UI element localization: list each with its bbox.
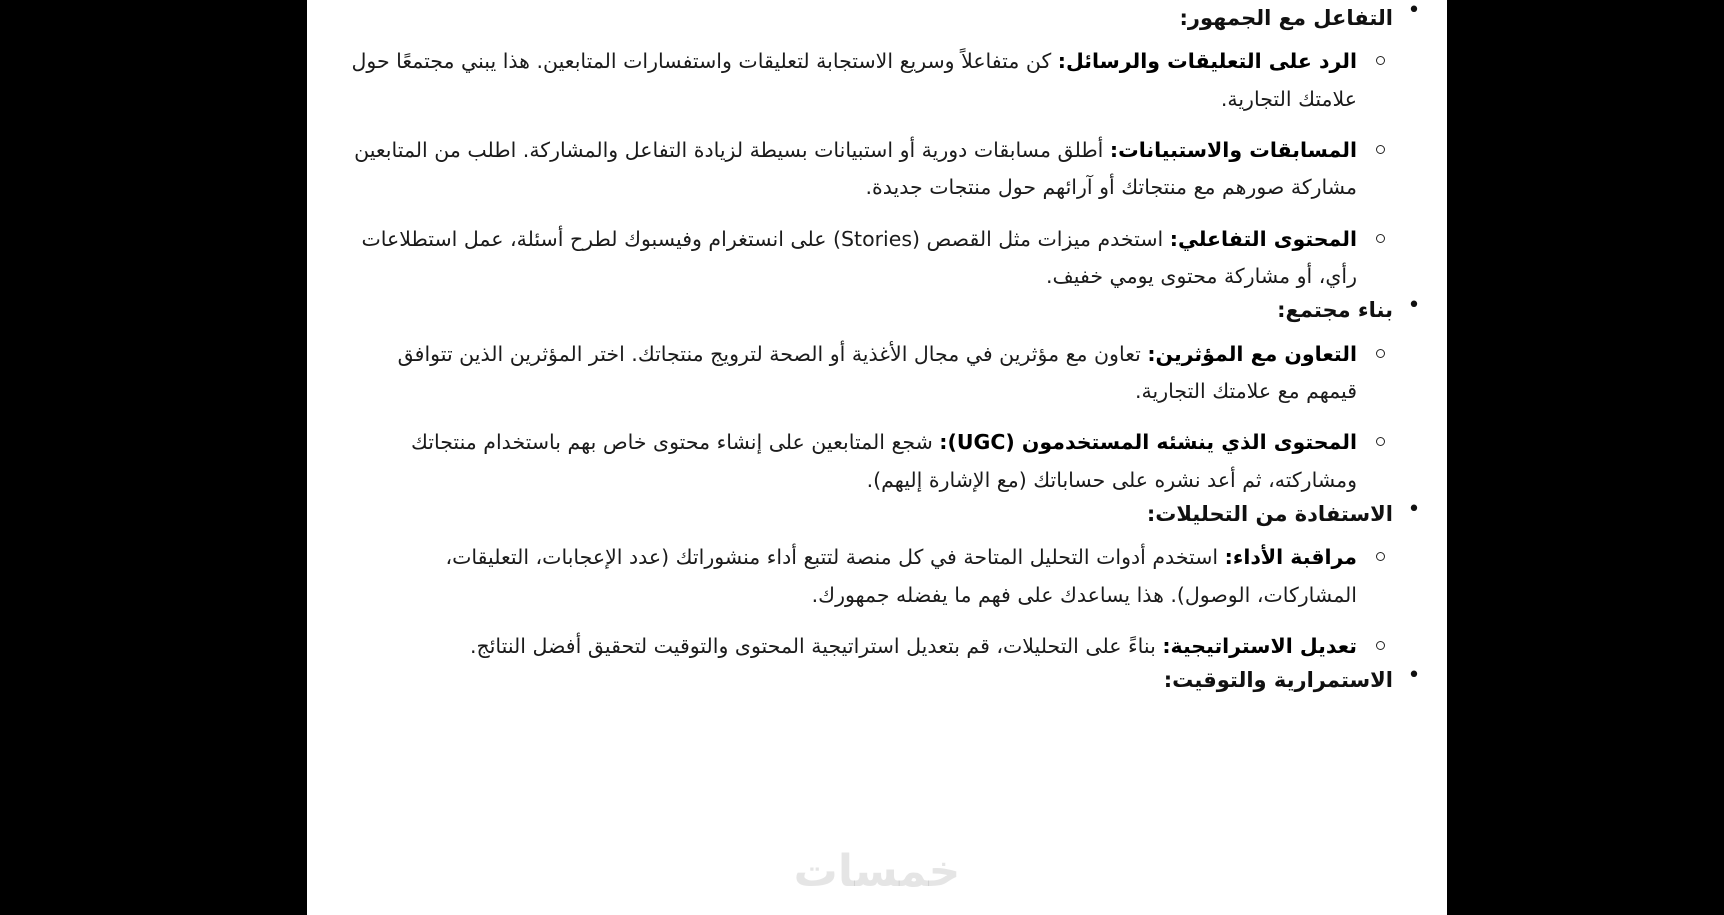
bullet-icon: •	[1407, 663, 1421, 689]
circle-bullet-icon	[1376, 145, 1385, 154]
list-item-text: أطلق مسابقات دورية أو استبيانات بسيطة لزيادة التفاعل والمشاركة. اطلب من المتابعين مشاركة صورهم مع منتجاتك أو آرائهم حول منتجات جديدة.	[354, 138, 1357, 200]
section-sub-list	[345, 336, 1393, 499]
circle-bullet-icon	[1376, 56, 1385, 65]
document-page	[307, 0, 1447, 915]
document-content	[307, 0, 1447, 696]
circle-bullet-icon	[1376, 552, 1385, 561]
section-sub-list	[345, 539, 1393, 665]
circle-bullet-icon	[1376, 437, 1385, 446]
list-item-text: استخدم أدوات التحليل المتاحة في كل منصة لتتبع أداء منشوراتك (عدد الإعجابات، التعليقات، المشاركات، الوصول). هذا يساعدك على فهم ما يفضله جمهورك.	[445, 545, 1357, 607]
section-sub-list	[345, 43, 1393, 295]
list-item-text: بناءً على التحليلات، قم بتعديل استراتيجية المحتوى والتوقيت لتحقيق أفضل النتائج.	[469, 633, 1163, 658]
list-item-text: شجع المتابعين على إنشاء محتوى خاص بهم باستخدام منتجاتك ومشاركته، ثم أعد نشره على حساباتك (مع الإشارة إليهم).	[410, 430, 1357, 492]
list-item	[345, 43, 1393, 118]
section-heading: التفاعل مع الجمهور:	[1179, 6, 1393, 30]
list-item	[345, 132, 1393, 207]
left-margin-backdrop	[0, 0, 307, 915]
list-item-term: المحتوى التفاعلي:	[1169, 226, 1357, 251]
list-item-term: المحتوى الذي ينشئه المستخدمون (UGC):	[939, 430, 1357, 455]
watermark: خمسات	[793, 846, 961, 897]
circle-bullet-icon	[1376, 349, 1385, 358]
bullet-icon: •	[1407, 0, 1421, 23]
list-item	[345, 221, 1393, 296]
list-item-text: استخدم ميزات مثل القصص (Stories) على انستغرام وفيسبوك لطرح أسئلة، عمل استطلاعات رأي، أو مشاركة محتوى يومي خفيف.	[361, 226, 1357, 288]
circle-bullet-icon	[1376, 234, 1385, 243]
outline-list	[345, 0, 1427, 696]
list-item	[345, 424, 1393, 499]
list-item-text: كن متفاعلاً وسريع الاستجابة لتعليقات واستفسارات المتابعين. هذا يبني مجتمعًا حول علامتك التجارية.	[351, 49, 1357, 111]
list-item-term: تعديل الاستراتيجية:	[1162, 633, 1357, 658]
list-item-text: تعاون مع مؤثرين في مجال الأغذية أو الصحة لترويج منتجاتك. اختر المؤثرين الذين تتوافق قيمهم مع علامتك التجارية.	[397, 341, 1357, 403]
section-block	[345, 665, 1427, 695]
bullet-icon: •	[1407, 496, 1421, 522]
section-block	[345, 0, 1427, 295]
list-item-term: الرد على التعليقات والرسائل:	[1057, 49, 1357, 74]
section-heading: الاستمرارية والتوقيت:	[1163, 668, 1393, 693]
list-item	[345, 628, 1393, 665]
list-item-term: مراقبة الأداء:	[1224, 545, 1357, 570]
list-item	[345, 336, 1393, 411]
section-heading: بناء مجتمع:	[1277, 298, 1393, 323]
right-margin-backdrop	[1447, 0, 1724, 915]
list-item-term: التعاون مع المؤثرين:	[1147, 341, 1357, 366]
bullet-icon: •	[1407, 293, 1421, 319]
list-item-term: المسابقات والاستبيانات:	[1109, 138, 1357, 163]
circle-bullet-icon	[1376, 641, 1385, 650]
section-block	[345, 496, 1427, 665]
section-block	[345, 295, 1427, 499]
list-item	[345, 539, 1393, 614]
section-heading: الاستفادة من التحليلات:	[1146, 501, 1393, 526]
